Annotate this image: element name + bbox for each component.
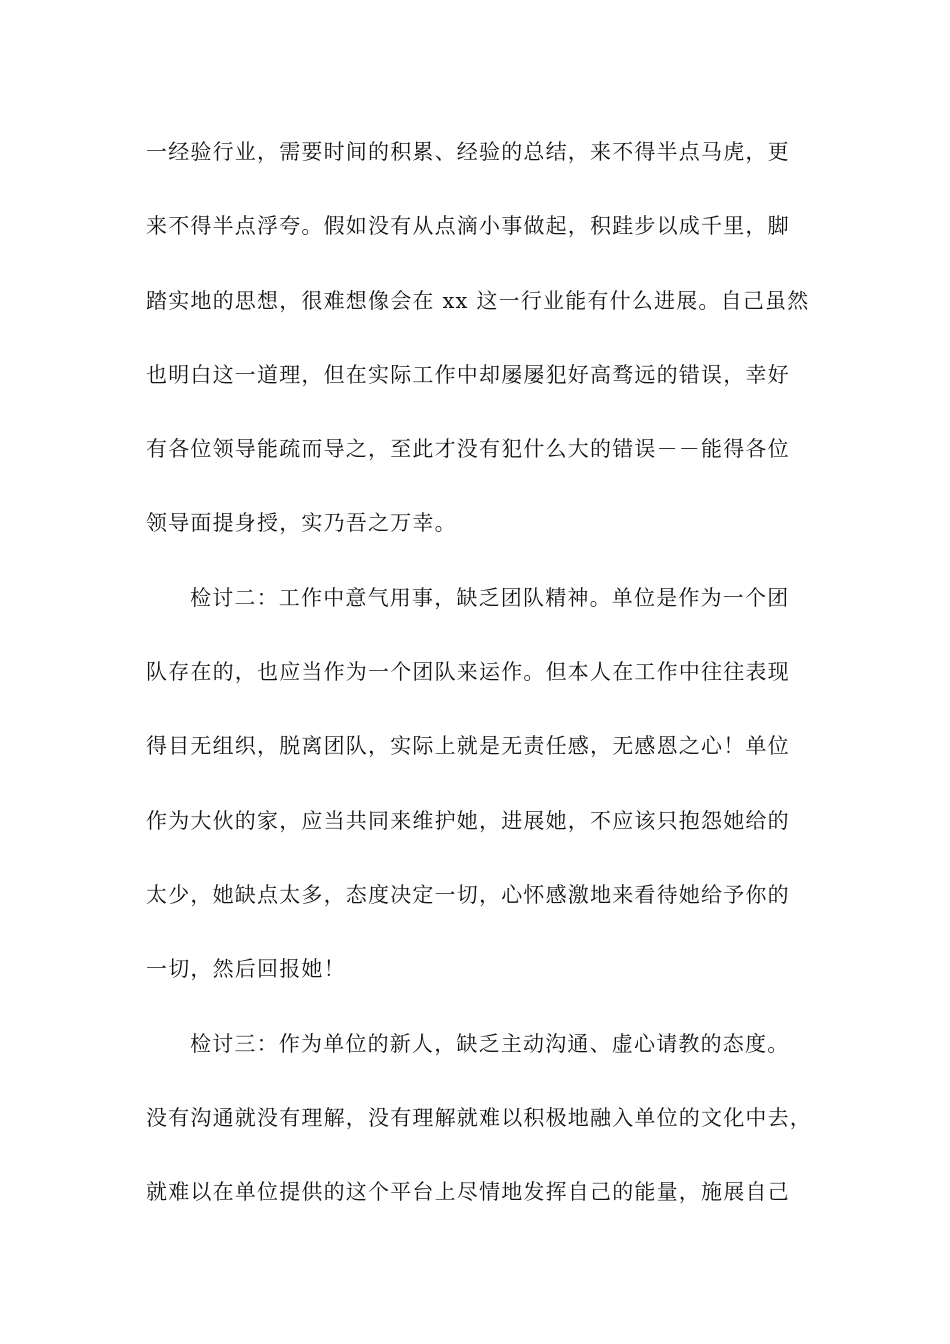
text-line: 踏实地的思想，很难想像会在 xx 这一行业能有什么进展。自己虽然	[146, 288, 810, 313]
text-line: 得目无组织，脱离团队，实际上就是无责任感，无感恩之心！单位	[146, 734, 790, 759]
text-line: 也明白这一道理，但在实际工作中却屡屡犯好高骛远的错误，幸好	[146, 362, 790, 387]
text-line: 没有沟通就没有理解，没有理解就难以积极地融入单位的文化中去，	[146, 1105, 812, 1130]
text-line: 一切，然后回报她！	[146, 957, 346, 982]
text-line: 太少，她缺点太多，态度决定一切，心怀感激地来看待她给予你的	[146, 882, 790, 907]
text-line: 作为大伙的家，应当共同来维护她，进展她，不应该只抱怨她给的	[146, 808, 790, 833]
text-line: 一经验行业，需要时间的积累、经验的总结，来不得半点马虎，更	[146, 140, 790, 164]
document-body	[146, 132, 826, 1246]
text-line: 队存在的，也应当作为一个团队来运作。但本人在工作中往往表现	[146, 660, 790, 685]
text-line: 就难以在单位提供的这个平台上尽情地发挥自己的能量，施展自己	[146, 1180, 790, 1205]
paragraph-start-line: 检讨二：工作中意气用事，缺乏团队精神。单位是作为一个团	[190, 585, 790, 610]
text-line: 领导面提身授，实乃吾之万幸。	[146, 511, 457, 536]
text-line: 有各位领导能疏而导之，至此才没有犯什么大的错误－－能得各位	[146, 437, 790, 462]
text-line: 来不得半点浮夸。假如没有从点滴小事做起，积跬步以成千里，脚	[146, 214, 790, 239]
paragraph-start-line: 检讨三：作为单位的新人，缺乏主动沟通、虚心请教的态度。	[190, 1031, 790, 1056]
